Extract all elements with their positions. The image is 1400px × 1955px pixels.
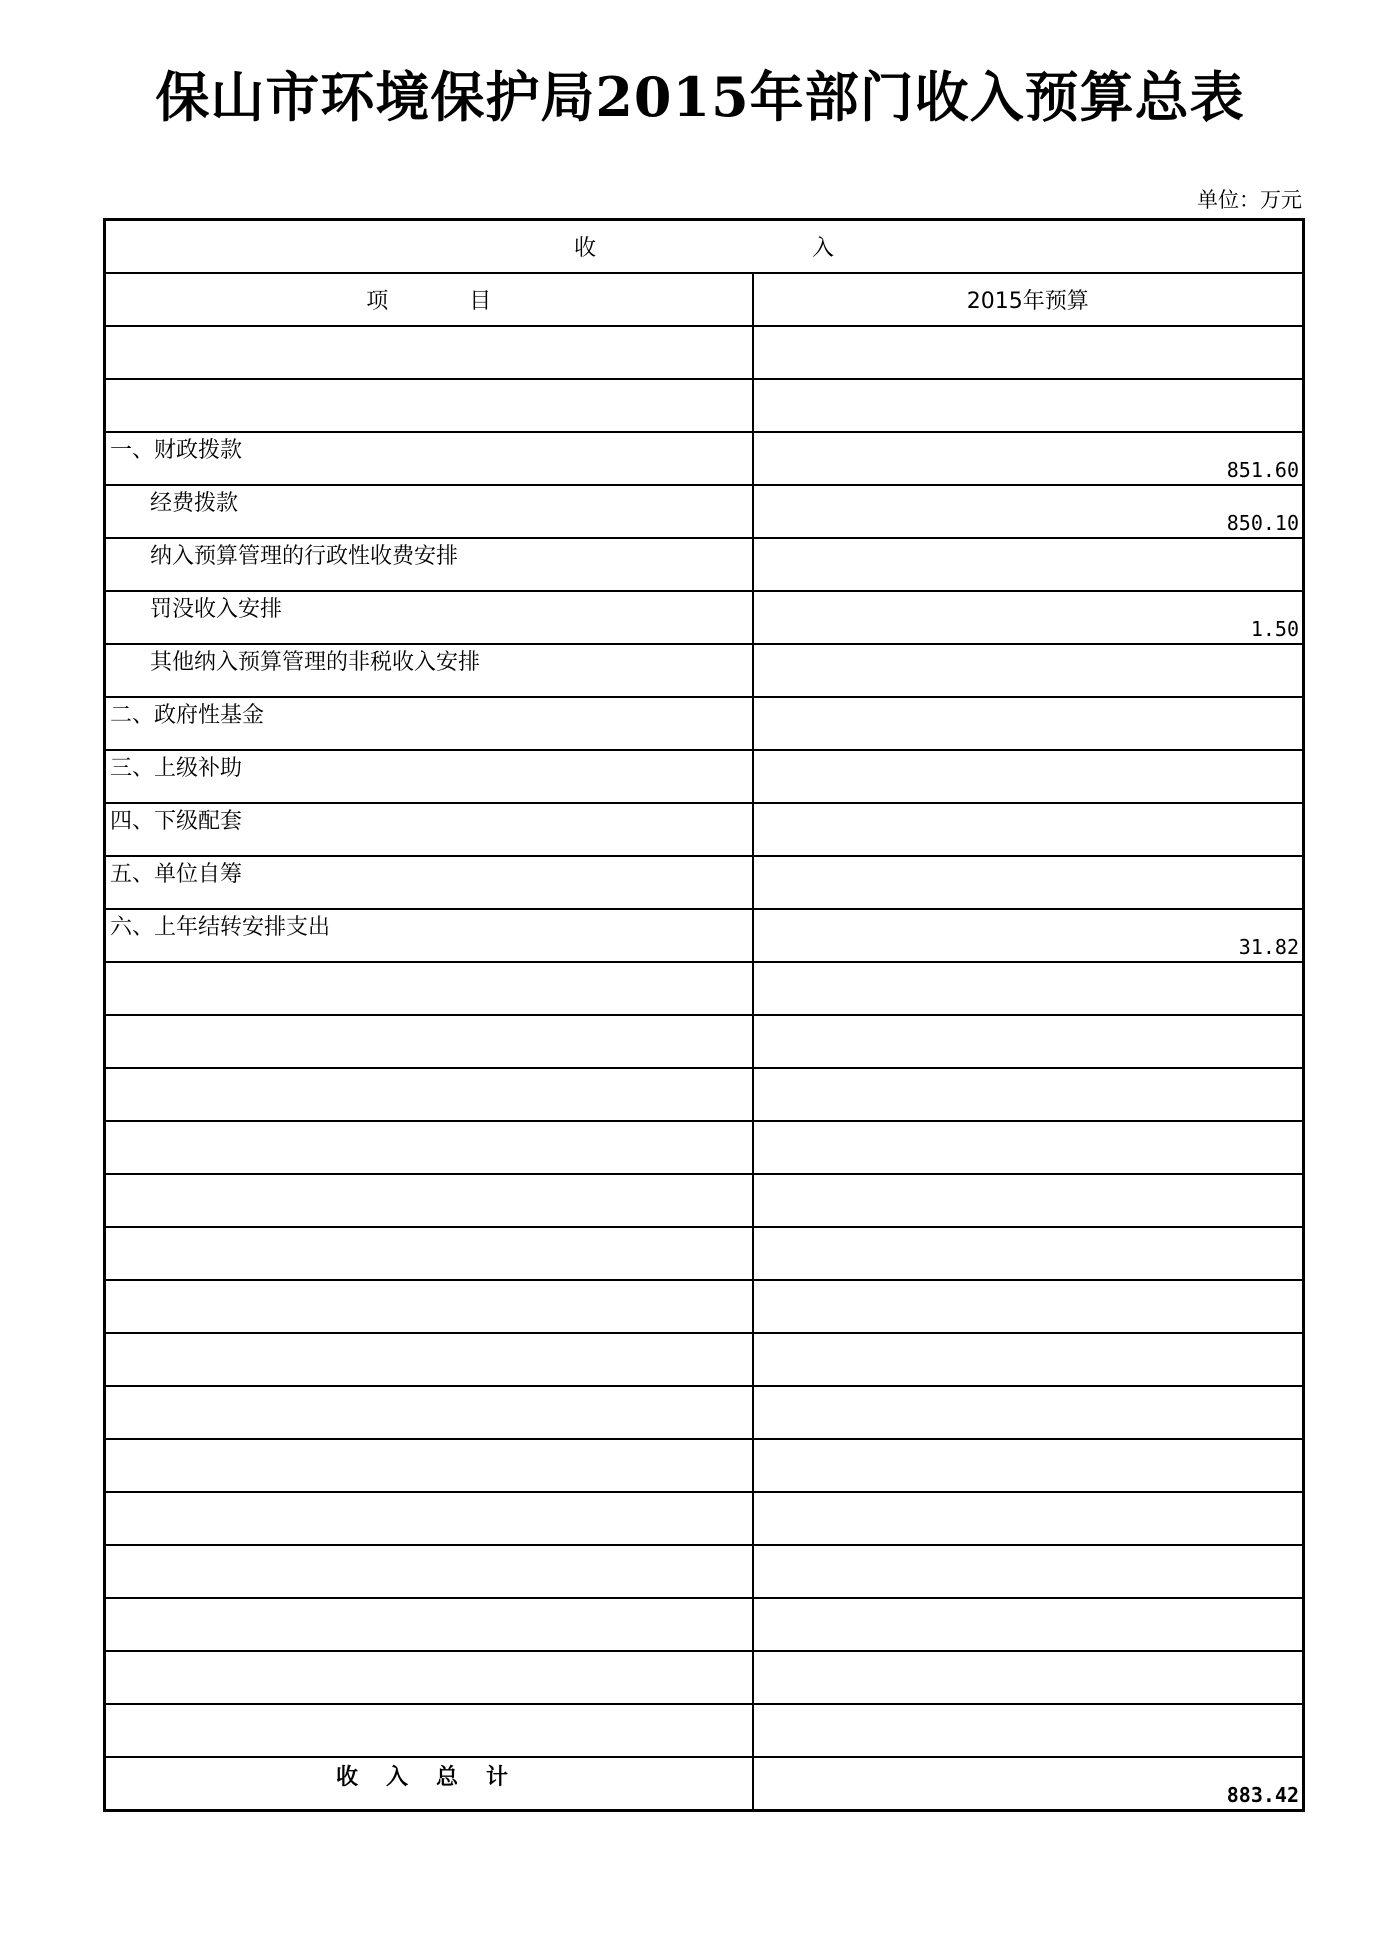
table-row-empty (105, 1280, 1304, 1333)
column-header-row (105, 273, 1304, 326)
table-row (105, 591, 1304, 644)
row-amount: 1.50 (1250, 617, 1299, 641)
table-row-empty (105, 326, 1304, 379)
row-amount: 851.60 (1226, 458, 1299, 482)
table-row-empty (105, 1651, 1304, 1704)
row-label: 其他纳入预算管理的非税收入安排 (150, 650, 481, 675)
table-row-empty (105, 1598, 1304, 1651)
budget-column-header: 2015年预算 (753, 273, 1304, 326)
table-row-empty (105, 379, 1304, 432)
table-row-empty (105, 1015, 1304, 1068)
section-header-row (105, 220, 1304, 274)
row-label: 六、上年结转安排支出 (110, 915, 331, 940)
section-header-left: 收 (574, 236, 597, 261)
row-label: 四、下级配套 (110, 809, 243, 834)
total-amount: 883.42 (1226, 1783, 1299, 1807)
table-row-empty (105, 1068, 1304, 1121)
table-row-empty (105, 1174, 1304, 1227)
row-amount: 850.10 (1226, 511, 1299, 535)
total-row (105, 1757, 1304, 1811)
row-label: 一、财政拨款 (110, 438, 243, 463)
table-row-empty (105, 1439, 1304, 1492)
table-row (105, 485, 1304, 538)
row-amount: 31.82 (1238, 935, 1299, 959)
table-row-empty (105, 1386, 1304, 1439)
item-header-left: 项 (366, 289, 389, 314)
table-row-empty (105, 1704, 1304, 1757)
item-column-header (105, 273, 753, 326)
row-label: 三、上级补助 (110, 756, 243, 781)
unit-label: 单位：万元 (1197, 188, 1302, 212)
row-label: 罚没收入安排 (150, 597, 283, 622)
table-row (105, 750, 1304, 803)
table-row (105, 697, 1304, 750)
row-label: 经费拨款 (150, 491, 239, 516)
table-row (105, 644, 1304, 697)
row-label: 纳入预算管理的行政性收费安排 (150, 544, 459, 569)
table-row-empty (105, 1121, 1304, 1174)
page-title: 保山市环境保护局2015年部门收入预算总表 (155, 65, 1245, 129)
section-header-right: 入 (811, 236, 834, 261)
table-row-empty (105, 1545, 1304, 1598)
table-row (105, 432, 1304, 485)
table-row-empty (105, 962, 1304, 1015)
row-label: 二、政府性基金 (110, 703, 265, 728)
table-row (105, 538, 1304, 591)
total-label: 收入总计 (336, 1765, 537, 1790)
income-budget-table (103, 218, 1305, 1812)
table-row-empty (105, 1492, 1304, 1545)
section-header-cell (105, 220, 1304, 274)
table-row (105, 803, 1304, 856)
item-header-right: 目 (469, 289, 492, 314)
table-row-empty (105, 1227, 1304, 1280)
table-row-empty (105, 1333, 1304, 1386)
table-row (105, 856, 1304, 909)
table-row (105, 909, 1304, 962)
row-label: 五、单位自筹 (110, 862, 243, 887)
